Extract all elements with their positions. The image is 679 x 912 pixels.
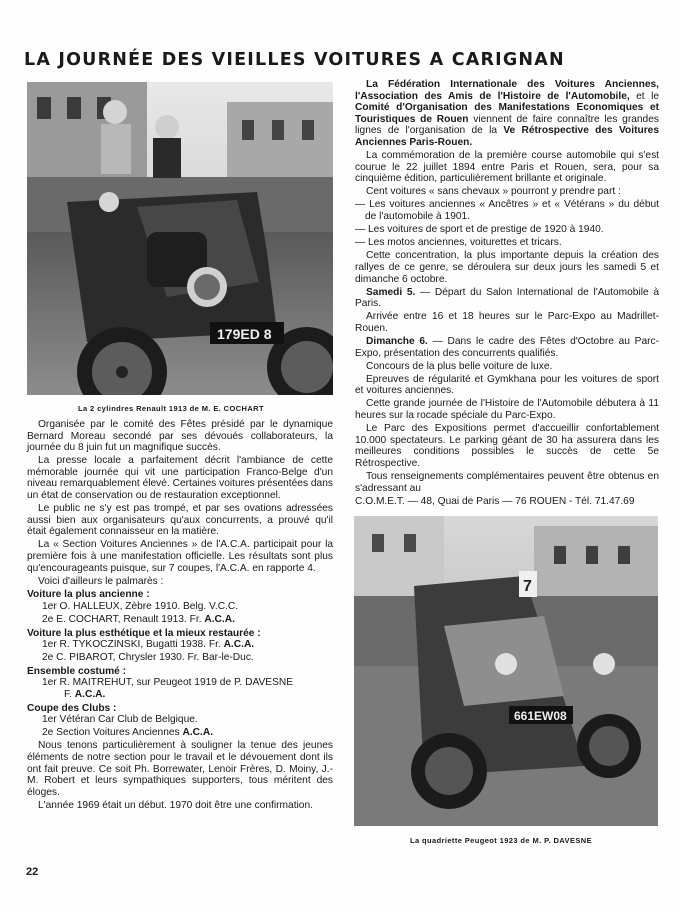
- race-number: 7: [523, 578, 532, 595]
- award-category: Voiture la plus ancienne :: [27, 589, 150, 601]
- paragraph: La commémoration de la première course automobile qui s'est courue le 22 juillet 1894 entre Paris et Rouen, sera, pour sa cinquième édition, particulièrement brillante et originale.: [355, 150, 659, 185]
- paragraph: Cette concentration, la plus importante depuis la création des rallyes de ce genre, se déroulera sur deux jours les samedi 5 et dimanche 6 octobre.: [355, 250, 659, 285]
- photo-peugeot-1923: [354, 516, 658, 826]
- award-category: Coupe des Clubs :: [27, 702, 117, 714]
- list-item: — Les motos anciennes, voiturettes et tricars.: [355, 237, 562, 249]
- paragraph: L'année 1969 était un début. 1970 doit être une confirmation.: [38, 799, 313, 811]
- paragraph: Arrivée entre 16 et 18 heures sur le Parc-Expo au Madrillet-Rouen.: [355, 311, 659, 334]
- paragraph: Voici d'ailleurs le palmarès :: [38, 575, 164, 587]
- award-category: Ensemble costumé :: [27, 665, 127, 677]
- paragraph: Cette grande journée de l'Histoire de l'Automobile débutera à 11 heures sur la rocade spéciale du Parc-Expo.: [355, 398, 659, 422]
- list-item: — Les voitures anciennes « Ancêtres » et « Vétérans » du début de l'automobile à 1901.: [355, 199, 659, 223]
- photo2-caption: La quadriette Peugeot 1923 de M. P. DAVESNE: [410, 836, 592, 845]
- contact-address: C.O.M.E.T. — 48, Quai de Paris — 76 ROUEN - Tél. 71.47.69: [355, 495, 635, 507]
- photo1-caption: La 2 cylindres Renault 1913 de M. E. COCHART: [78, 404, 264, 413]
- left-column: [27, 419, 333, 813]
- paragraph: Cent voitures « sans chevaux » pourront y prendre part :: [366, 186, 621, 198]
- photo-renault-1913: [27, 82, 333, 395]
- paragraph: Le Parc des Expositions permet d'accueillir confortablement 10.000 spectateurs. Le parking géant de 30 ha assurera dans les meilleures conditions possibles le succès de cette 5e Rétrospective.: [355, 423, 659, 469]
- page-number: 22: [26, 866, 39, 878]
- award-entry: 2e C. PIBAROT, Chrysler 1930. Fr. Bar-le-Duc.: [42, 652, 254, 664]
- license-plate: 661EW08: [514, 709, 567, 723]
- award-entry: 1er R. MAITREHUT, sur Peugeot 1919 de P. DAVESNE F. A.C.A.: [42, 677, 294, 701]
- right-column: [355, 79, 659, 509]
- award-category: Voiture la plus esthétique et la mieux restaurée :: [27, 627, 261, 639]
- paragraph: Le public ne s'y est pas trompé, et par ses ovations adressées aussi bien aux organisateurs qu'aux concurrents, a prouvé qu'il était également connaisseur en la matière.: [27, 503, 333, 538]
- paragraph: Nous tenons particulièrement à souligner la tenue des jeunes éléments de notre section pour le travail et le dévouement dont ils ont fait preuve. Ce soit Ph. Borrewater, Lenoir Frères, D. Moiny, J.-M. Robert et leurs sympathiques supporters, tous méritent des éloges.: [27, 740, 333, 798]
- paragraph: Samedi 5. — Départ du Salon International de l'Automobile à Paris.: [355, 286, 659, 310]
- award-entry: 1er R. TYKOCZINSKI, Bugatti 1938. Fr. A.C.A.: [42, 639, 255, 651]
- list-item: — Les voitures de sport et de prestige de 1920 à 1940.: [355, 224, 604, 236]
- intro-paragraph: La Fédération Internationale des Voitures Anciennes, l'Association des Amis de l'Histoire de l'Automobile, et le Comité d'Organisation des Manifestations Economiques et Touristiques de Rouen viennent de faire connaître les grandes lignes de l'organisation de la Ve Rétrospective des Voitures Anciennes Paris-Rouen.: [355, 79, 660, 148]
- paragraph: Dimanche 6. — Dans le cadre des Fêtes d'Octobre au Parc-Expo, présentation des concurrents qualifiés.: [355, 335, 659, 359]
- award-entry: 2e Section Voitures Anciennes A.C.A.: [42, 727, 214, 739]
- paragraph: Organisée par le comité des Fêtes présidé par le dynamique Bernard Moreau secondé par ses dévoués collaborateurs, la journée du 8 juin fut un magnifique succès.: [27, 419, 333, 454]
- page-title: LA JOURNÉE DES VIEILLES VOITURES A CARIGNAN: [24, 50, 565, 70]
- paragraph: Epreuves de régularité et Gymkhana pour les voitures de sport et voitures anciennes.: [355, 373, 659, 397]
- license-plate: 179ED 8: [217, 326, 272, 342]
- paragraph: La « Section Voitures Anciennes » de l'A.C.A. participait pour la première fois à une manifestation officielle. Les résultats sont plus qu'encourageants puisque, sur 7 coupes, l'A.C.A. en rapporte 4.: [27, 539, 333, 574]
- paragraph: Tous renseignements complémentaires peuvent être obtenus en s'adressant au: [355, 471, 659, 494]
- paragraph: Concours de la plus belle voiture de luxe.: [366, 360, 553, 372]
- award-entry: 1er O. HALLEUX, Zèbre 1910. Belg. V.C.C.: [42, 600, 239, 612]
- award-entry: 2e E. COCHART, Renault 1913. Fr. A.C.A.: [42, 614, 235, 625]
- award-entry: 1er Vétéran Car Club de Belgique.: [42, 714, 198, 726]
- paragraph: La presse locale a parfaitement décrit l'ambiance de cette mémorable journée qui vit une participation Franco-Belge d'un niveau remarquablement élevé. Certaines voitures présentées dans un état de conservation ou de restauration exceptionnel.: [27, 455, 333, 502]
